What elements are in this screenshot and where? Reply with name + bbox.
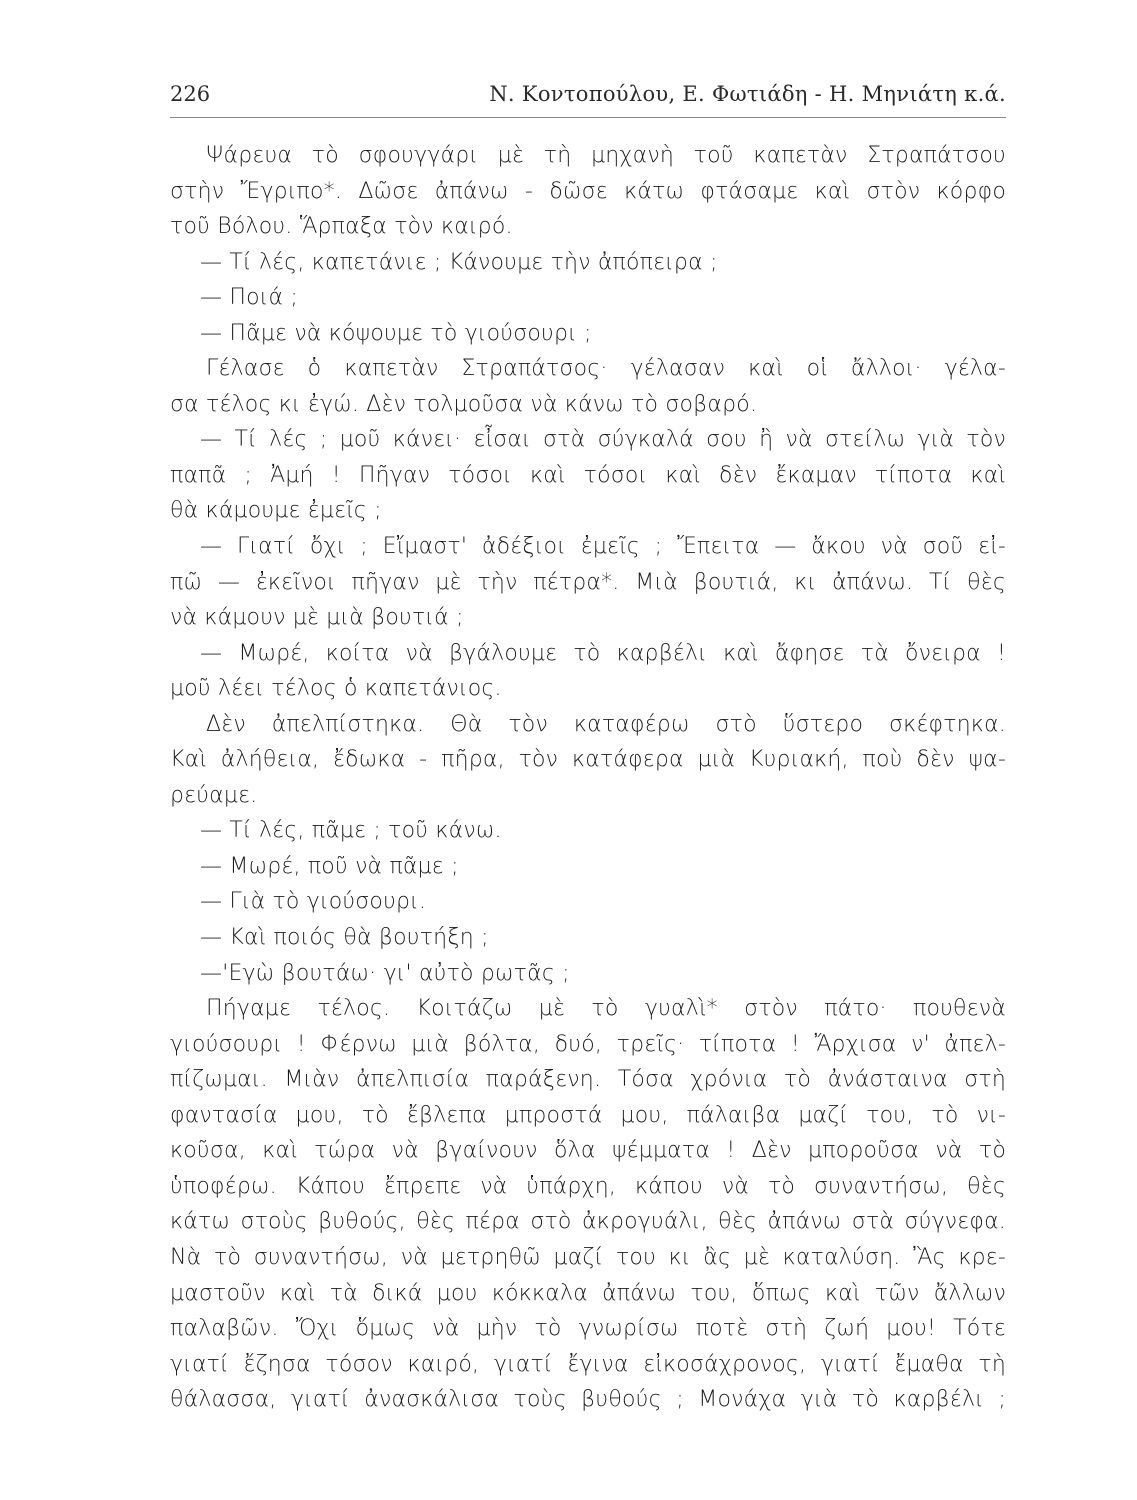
text-line: θάλασσα, γιατί ἀνασκάλισα τοὺς βυθούς ; Μονάχα γιὰ τὸ καρβέλι ; [170, 1387, 1006, 1413]
text-line: πίζωμαι. Μιὰν ἀπελπισία παράξενη. Τόσα χρόνια τὸ ἀνάσταινα στὴ [170, 1067, 1006, 1093]
text-line: στὴν Ἔγριπο*. Δῶσε ἀπάνω - δῶσε κάτω φτάσαμε καὶ στὸν κόρφο [170, 178, 1006, 204]
text-line: Πήγαμε τέλος. Κοιτάζω μὲ τὸ γυαλὶ* στὸν πάτο· πουθενὰ [206, 996, 1006, 1022]
text-line: Ψάρευα τὸ σφουγγάρι μὲ τὴ μηχανὴ τοῦ καπετὰν Στραπάτσου [206, 143, 1006, 168]
text-line: παπᾶ ; Ἀμή ! Πῆγαν τόσοι καὶ τόσοι καὶ δὲν ἔκαμαν τίποτα καὶ [170, 462, 1006, 488]
text-line: γιατί ἔζησα τόσον καιρό, γιατί ἔγινα εἰκοσάχρονος, γιατί ἔμαθα τὴ [170, 1351, 1006, 1377]
dialogue-line: — Ποιά ; [200, 285, 299, 311]
text-line: παλαβῶν. Ὄχι ὅμως νὰ μὴν τὸ γνωρίσω ποτὲ στὴ ζωή μου! Τότε [170, 1316, 1006, 1342]
text-line: νὰ κάμουν μὲ μιὰ βουτιά ; [170, 605, 464, 631]
dialogue-line: — Τί λές ; μοῦ κάνει· εἶσαι στὰ σύγκαλά σου ἢ νὰ στείλω γιὰ τὸν [200, 427, 1006, 453]
text-line: ὑποφέρω. Κάπου ἔπρεπε νὰ ὑπάρχη, κάπου νὰ τὸ συναντήσω, θὲς [170, 1173, 1006, 1199]
header-rule [170, 117, 1006, 118]
text-line: κοῦσα, καὶ τώρα νὰ βγαίνουν ὅλα ψέμματα ! Δὲν μποροῦσα νὰ τὸ [170, 1138, 1006, 1164]
dialogue-line: — Τί λές, καπετάνιε ; Κάνουμε τὴν ἀπόπειρα ; [200, 249, 718, 275]
dialogue-line: — Γιὰ τὸ γιούσουρι. [200, 889, 427, 915]
text-line: μοῦ λέει τέλος ὁ καπετάνιος. [170, 676, 502, 702]
text-line: μαστοῦν καὶ τὰ δικά μου κόκκαλα ἀπάνω του, ὅπως καὶ τῶν ἄλλων [170, 1280, 1006, 1306]
running-head: Ν. Κοντοπούλου, Ε. Φωτιάδη - Η. Μηνιάτη κ.ά. [489, 82, 1006, 106]
text-line: ρεύαμε. [170, 782, 258, 808]
text-line: σα τέλος κι ἐγώ. Δὲν τολμοῦσα νὰ κάνω τὸ σοβαρό. [170, 391, 758, 417]
text-line: θὰ κάμουμε ἐμεῖς ; [170, 498, 382, 524]
text-line: τοῦ Βόλου. Ἅρπαξα τὸν καιρό. [170, 214, 513, 240]
body-text [170, 138, 1006, 1418]
text-line: κάτω στοὺς βυθούς, θὲς πέρα στὸ ἀκρογυάλι, θὲς ἀπάνω στὰ σύγνεφα. [170, 1209, 1006, 1235]
text-line: Νὰ τὸ συναντήσω, νὰ μετρηθῶ μαζί του κι ἂς μὲ καταλύση. Ἂς κρε- [170, 1244, 1006, 1270]
dialogue-line: — Μωρέ, ποῦ νὰ πᾶμε ; [200, 853, 459, 879]
dialogue-line: — Καὶ ποιός θὰ βουτήξη ; [200, 925, 489, 951]
dialogue-line: — Πᾶμε νὰ κόψουμε τὸ γιούσουρι ; [200, 320, 592, 346]
text-line: Δὲν ἀπελπίστηκα. Θὰ τὸν καταφέρω στὸ ὕστερο σκέφτηκα. [206, 711, 1006, 737]
page-header [170, 78, 1006, 112]
dialogue-line: — Μωρέ, κοίτα νὰ βγάλουμε τὸ καρβέλι καὶ ἄφησε τὰ ὄνειρα ! [200, 640, 1006, 666]
text-line: γιούσουρι ! Φέρνω μιὰ βόλτα, δυό, τρεῖς· τίποτα ! Ἄρχισα ν' ἀπελ- [170, 1031, 1006, 1057]
text-line: φαντασία μου, τὸ ἔβλεπα μπροστά μου, πάλαιβα μαζί του, τὸ νι- [170, 1102, 1006, 1128]
text-line: Γέλασε ὁ καπετὰν Στραπάτσος· γέλασαν καὶ οἱ ἄλλοι· γέλα- [206, 356, 1006, 382]
dialogue-line: —'Εγὼ βουτάω· γι' αὐτὸ ρωτᾶς ; [200, 960, 570, 986]
page-number: 226 [170, 82, 211, 106]
dialogue-line: — Γιατί ὄχι ; Εἴμαστ' ἀδέξιοι ἐμεῖς ; Ἔπειτα — ἄκου νὰ σοῦ εἰ- [200, 534, 1006, 560]
dialogue-line: — Τί λές, πᾶμε ; τοῦ κάνω. [200, 818, 502, 844]
text-line: Καὶ ἀλήθεια, ἔδωκα - πῆρα, τὸν κατάφερα μιὰ Κυριακή, ποὺ δὲν ψα- [170, 747, 1006, 773]
text-line: πῶ — ἐκεῖνοι πῆγαν μὲ τὴν πέτρα*. Μιὰ βουτιά, κι ἀπάνω. Τί θὲς [170, 569, 1006, 595]
